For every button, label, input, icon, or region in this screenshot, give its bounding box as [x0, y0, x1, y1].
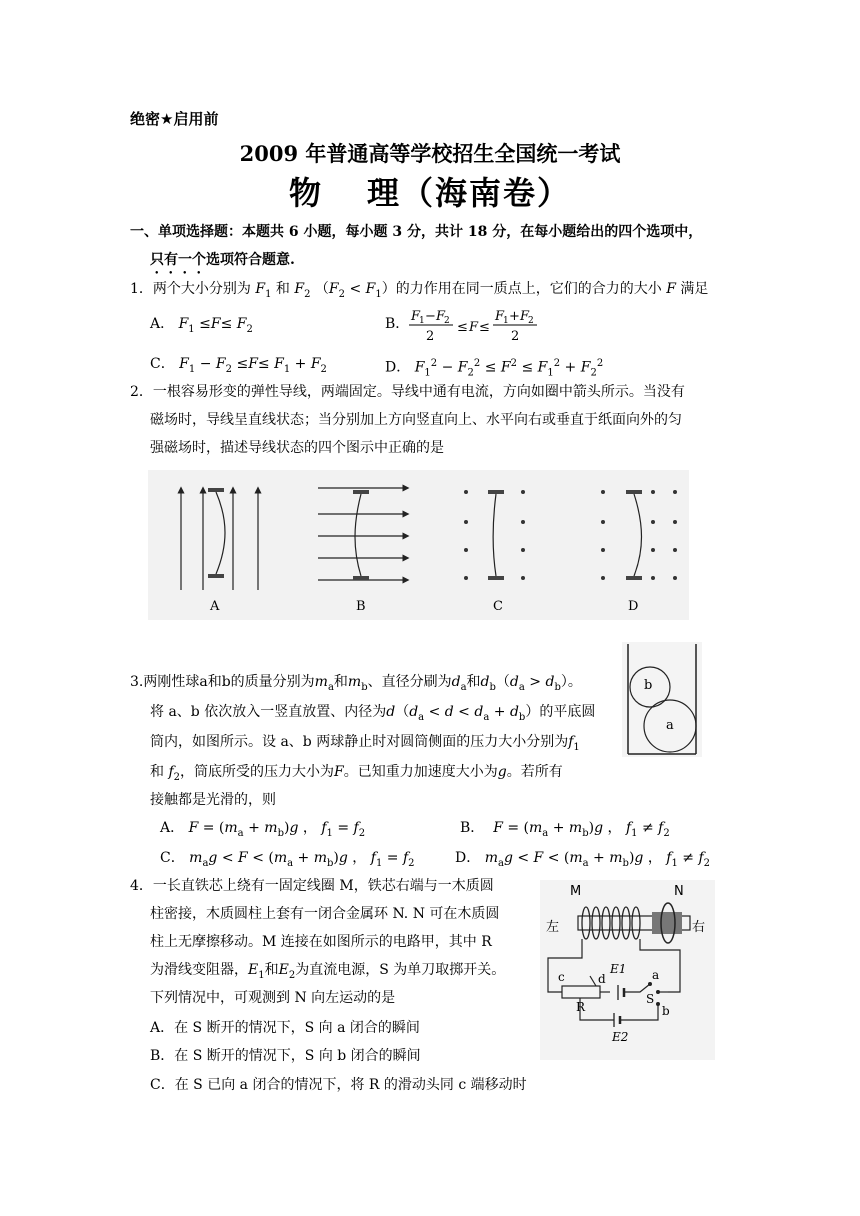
q4-option-a: A．在 S 断开的情况下，S 向 a 闭合的瞬间 [150, 1020, 420, 1036]
subject-title [0, 168, 860, 214]
q2-line3: 强磁场时，描述导线状态的四个图示中正确的是 [150, 440, 444, 456]
q1-stem-a: 1．两个大小分别为 [130, 281, 251, 297]
label-d: d [598, 972, 606, 986]
svg-text:F: F [469, 320, 479, 335]
q1-opt-b-label: B． [385, 316, 410, 332]
label-b: b [662, 1004, 670, 1018]
q3-line1-c: 、直径分刷为 [367, 674, 452, 690]
q1-opt-c-label: C． [150, 356, 175, 372]
q3-opt-a-label: A． [160, 820, 185, 836]
svg-text:F: F [436, 309, 446, 324]
svg-text:F: F [411, 309, 421, 324]
label-a: a [652, 968, 660, 982]
svg-text:2: 2 [444, 316, 450, 326]
q4-line4-c: 为直流电源，S 为单刀取掷开关。 [295, 962, 506, 978]
secret-label: 绝密★启用前 [130, 110, 219, 128]
q3-option-c: C． $m_ag < F < (m_a + m_b)g$ ， $f_1 = f_2$ [160, 850, 415, 869]
q2-line1: 2．一根容易形变的弹性导线，两端固定。导线中通有电流，方向如圈中箭头所示。当没有 [130, 384, 685, 400]
svg-text:≤: ≤ [457, 320, 468, 335]
svg-text:2: 2 [511, 329, 520, 344]
q4-line3: 柱上无摩擦移动。M 连接在如图所示的电路甲，其中 R [150, 934, 492, 950]
q3-line4-c: 。已知重力加速度大小为 [343, 764, 498, 780]
q3-line5: 接触都是光滑的，则 [150, 792, 276, 808]
subject-left: 物 [288, 174, 323, 212]
panel-c-label: C [493, 599, 503, 614]
q4-line4-b: 和 [264, 962, 279, 978]
q3-opt-c-label: C． [160, 850, 185, 866]
section-heading-rest: 选项符合题意. [206, 252, 295, 268]
svg-text:2: 2 [426, 329, 435, 344]
q3-line4: 和 $f_2$，筒底所受的压力大小为F。已知重力加速度大小为g。若所有 [150, 764, 563, 783]
svg-text:1: 1 [503, 316, 509, 326]
label-left: 左 [546, 920, 560, 935]
q4-line2: 柱密接，木质圆柱上套有一闭合金属环 N. N 可在木质圆 [150, 906, 500, 922]
q3-line4-b: ，筒底所受的压力大小为 [180, 764, 335, 780]
q3-line4-d: 。若所有 [506, 764, 563, 780]
panel-b [318, 488, 406, 614]
q1-stem-b: 和 [275, 281, 290, 297]
q3-figure [622, 642, 702, 757]
q1-stem-c: 的力作用在同一质点上，它们的合力的大小 [395, 281, 662, 297]
q4-option-b: B．在 S 断开的情况下，S 向 b 闭合的瞬间 [150, 1048, 421, 1064]
q2-figure-svg [148, 470, 689, 620]
q3-line1-e: 。 [567, 674, 582, 690]
q1-option-a: A． $F_1 \le F\le F_2$ [150, 316, 253, 335]
panel-c [464, 490, 525, 614]
svg-text:1: 1 [419, 316, 425, 326]
q4-line4: 为滑线变阻器，$E_1$和$E_2$为直流电源，S 为单刀取掷开关。 [150, 962, 506, 981]
label-s: S [646, 992, 655, 1006]
q3-line2-b: 的平底圆 [539, 704, 596, 720]
label-e1: E1 [610, 962, 627, 976]
q3-line1: 3.两刚性球a和b的质量分别为$m_a$和$m_b$、直径分刷为$d_a$和$d_b(d_a > d_b)$。 [130, 674, 582, 693]
section-heading: 一、单项选择题：本题共 6 小题，每小题 3 分，共计 18 分，在每小题给出的四个选项中， [130, 224, 703, 240]
panel-d-label: D [628, 599, 639, 614]
svg-text:−: − [425, 309, 436, 324]
panel-d [601, 490, 677, 614]
q3-line1-a: 3.两刚性球a和b的质量分别为 [130, 674, 315, 690]
q1-stem-d: 满足 [680, 281, 709, 297]
q3-line1-b: 和 [333, 674, 348, 690]
svg-text:2: 2 [528, 316, 534, 326]
label-right: 右 [692, 920, 706, 935]
q3-line2-a: 将 a、b 依次放入一竖直放置、内径为 [150, 704, 387, 720]
q2-line2: 磁场时，导线呈直线状态；当分别加上方向竖直向上、水平向右或垂直于纸面向外的匀 [150, 412, 682, 428]
q3-line3-a: 筒内，如图所示。设 a、b 两球静止时对圆筒侧面的压力大小分别为 [150, 734, 569, 750]
q3-option-d: D． $m_ag < F < (m_a + m_b)g$ ， $f_1 \ne f_2$ [455, 850, 711, 869]
q4-line1: 4．一长直铁芯上绕有一固定线圈 M，铁芯右端与一木质圆 [130, 878, 494, 894]
q1-option-b-formula [405, 305, 555, 349]
q3-opt-b-label: B． [460, 820, 485, 836]
label-c: c [558, 970, 565, 984]
q3-option-a: A． $F = (m_a + m_b)g$ ， $f_1 = f_2$ [160, 820, 366, 839]
exam-title: 2009 年普通高等学校招生全国统一考试 [239, 141, 621, 166]
label-e2: E2 [612, 1030, 629, 1044]
q4-option-c: C．在 S 已向 a 闭合的情况下，将 R 的滑动头同 c 端移动时 [150, 1077, 527, 1093]
label-n: N [674, 884, 684, 899]
q3-line2: 将 a、b 依次放入一竖直放置、内径为$d(d_a < d < d_a + d_b)$的平底圆 [150, 704, 596, 723]
q3-option-b: B． $F = (m_a + m_b)g$ ， $f_1 \ne f_2$ [460, 820, 670, 839]
q1-option-d: D． $F_1^2 - F_2^2 \le F^2 \le F_1^2 + F_2^2$ [385, 358, 604, 379]
q4-line5: 下列情况中，可观测到 N 向左运动的是 [150, 990, 396, 1006]
q4-figure [540, 880, 715, 1060]
q1-stem: 1．两个大小分别为 $F_1$ 和 $F_2$ $(F_2 < F_1)$的力作用在同一质点上，它们的合力的大小 F 满足 [130, 281, 709, 300]
svg-text:F: F [495, 309, 505, 324]
q3-line4-a: 和 [150, 764, 164, 780]
subject-right: 理（海南卷） [367, 174, 572, 212]
section-heading-cont [150, 250, 295, 277]
q1-opt-d-label: D． [385, 359, 411, 376]
svg-text:+: + [509, 309, 520, 324]
panel-a [181, 488, 258, 614]
emph-only-one: 只有一个 [150, 252, 206, 268]
q4-line4-a: 为滑线变阻器， [150, 962, 248, 978]
svg-text:≤: ≤ [479, 320, 490, 335]
q3-opt-d-label: D． [455, 850, 481, 866]
svg-text:F: F [520, 309, 530, 324]
panel-b-label: B [356, 599, 366, 614]
q3-line3: 筒内，如图所示。设 a、b 两球静止时对圆筒侧面的压力大小分别为$f_1$ [150, 734, 580, 753]
q3-figure-svg [622, 642, 702, 757]
q1-option-c: C． $F_1 - F_2 \le F\le F_1 + F_2$ [150, 356, 327, 375]
label-m: M [570, 884, 582, 899]
panel-a-label: A [210, 599, 220, 614]
q2-figure [148, 470, 689, 620]
q1-opt-a-label: A． [150, 316, 175, 332]
q3-line1-d: 和 [466, 674, 481, 690]
label-r: R [576, 1000, 586, 1014]
ball-b-label: b [644, 678, 653, 693]
ball-a-label: a [666, 718, 674, 733]
